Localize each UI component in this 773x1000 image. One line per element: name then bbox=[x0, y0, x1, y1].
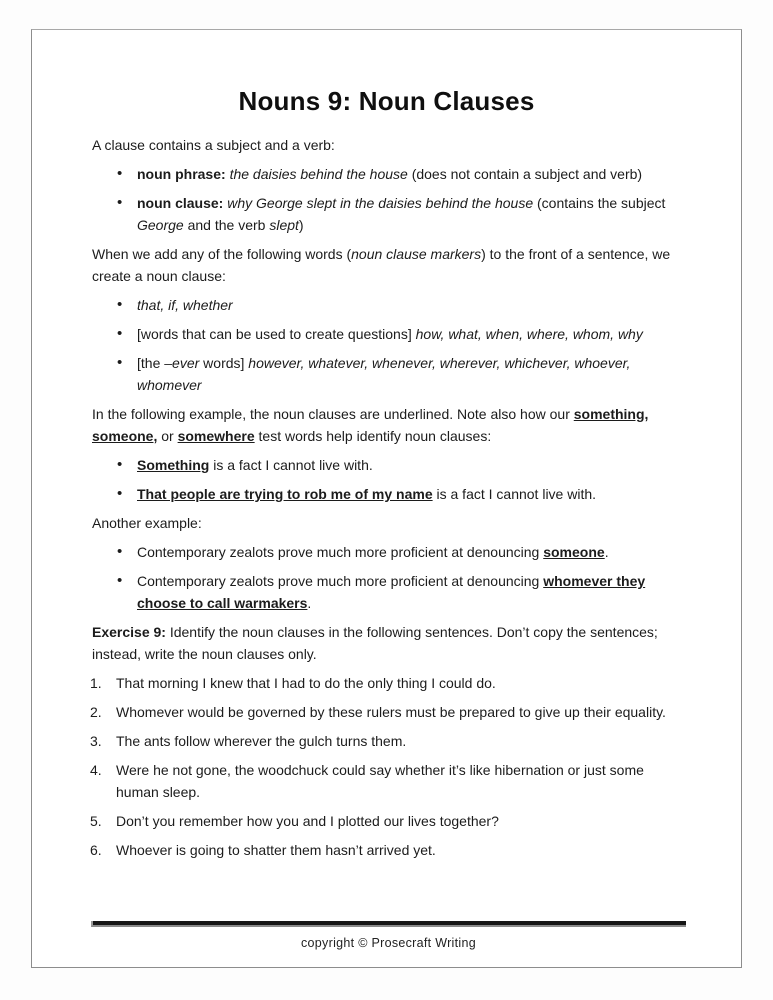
text-run: why George slept in the daisies behind the house bbox=[227, 195, 534, 211]
text-run: The ants follow wherever the gulch turns them. bbox=[116, 733, 407, 749]
text-content bbox=[92, 406, 648, 444]
list-number: 4. bbox=[90, 762, 102, 778]
bullet-icon: • bbox=[117, 296, 123, 313]
bullet-item bbox=[92, 454, 685, 476]
text-content bbox=[92, 624, 658, 662]
text-run: [the bbox=[137, 355, 165, 371]
text-run: someone bbox=[92, 428, 154, 444]
text-run: test words help identify noun clauses: bbox=[254, 428, 492, 444]
text-run: or bbox=[161, 428, 178, 444]
text-content bbox=[137, 355, 630, 393]
text-content bbox=[116, 842, 436, 858]
text-run: Something bbox=[137, 457, 210, 473]
list-number: 1. bbox=[90, 675, 102, 691]
text-run: That morning I knew that I had to do the only thing I could do. bbox=[116, 675, 496, 691]
bullet-item bbox=[92, 163, 685, 185]
text-run: slept bbox=[269, 217, 299, 233]
text-run: [words that can be used to create questions] bbox=[137, 326, 416, 342]
text-run: When we add any of the following words ( bbox=[92, 246, 352, 262]
bullet-item bbox=[92, 294, 685, 316]
document-page bbox=[31, 29, 742, 968]
text-run: Contemporary zealots prove much more proficient at denouncing bbox=[137, 573, 544, 589]
text-run: ) to the front of a sentence, we create a noun clause: bbox=[92, 246, 671, 284]
text-run: noun clause markers bbox=[351, 246, 482, 262]
text-run: In the following example, the noun clauses are underlined. Note also how our bbox=[92, 406, 574, 422]
list-number: 3. bbox=[90, 733, 102, 749]
numbered-item bbox=[92, 672, 685, 694]
text-content bbox=[137, 326, 643, 342]
footer-rule bbox=[91, 921, 686, 927]
text-content bbox=[137, 544, 609, 560]
text-run: . bbox=[604, 544, 609, 560]
bullet-item bbox=[92, 483, 685, 505]
numbered-item bbox=[92, 839, 685, 861]
text-run: and the verb bbox=[183, 217, 270, 233]
list-number: 6. bbox=[90, 842, 102, 858]
text-run: whomever they choose to call warmakers bbox=[137, 573, 646, 611]
paragraph bbox=[92, 512, 685, 534]
text-run: someone bbox=[543, 544, 605, 560]
text-content bbox=[116, 733, 406, 749]
text-run: somewhere bbox=[177, 428, 255, 444]
bullet-icon: • bbox=[117, 485, 123, 502]
text-run: . bbox=[307, 595, 312, 611]
text-run: , bbox=[153, 428, 162, 444]
text-run: Another example: bbox=[92, 515, 202, 531]
bullet-icon: • bbox=[117, 194, 123, 211]
bullet-item bbox=[92, 323, 685, 345]
bullet-icon: • bbox=[117, 572, 123, 589]
list-number: 5. bbox=[90, 813, 102, 829]
text-content bbox=[116, 704, 666, 720]
bullet-item bbox=[92, 541, 685, 563]
text-run: noun clause: bbox=[137, 195, 228, 211]
bullet-icon: • bbox=[117, 543, 123, 560]
text-run: , bbox=[644, 406, 649, 422]
text-run: (does not contain a subject and verb) bbox=[407, 166, 643, 182]
bullet-icon: • bbox=[117, 354, 123, 371]
document-body bbox=[32, 134, 741, 861]
numbered-item bbox=[92, 759, 685, 803]
text-run: –ever bbox=[164, 355, 200, 371]
text-content bbox=[116, 762, 644, 800]
text-run: ) bbox=[298, 217, 304, 233]
text-content bbox=[92, 515, 202, 531]
text-run: noun phrase: bbox=[137, 166, 230, 182]
list-number: 2. bbox=[90, 704, 102, 720]
text-content bbox=[137, 486, 596, 502]
text-run: (contains the subject bbox=[533, 195, 666, 211]
text-run: however, whatever, whenever, wherever, whichever, whoever, whomever bbox=[137, 355, 631, 393]
text-run: Contemporary zealots prove much more proficient at denouncing bbox=[137, 544, 544, 560]
bullet-item bbox=[92, 570, 685, 614]
text-run: something bbox=[573, 406, 645, 422]
text-run: is a fact I cannot live with. bbox=[432, 486, 597, 502]
paragraph bbox=[92, 243, 685, 287]
text-run: is a fact I cannot live with. bbox=[209, 457, 373, 473]
text-run: George bbox=[137, 217, 184, 233]
bullet-icon: • bbox=[117, 165, 123, 182]
text-run: Whomever would be governed by these rulers must be prepared to give up their equality. bbox=[116, 704, 666, 720]
text-run: Don’t you remember how you and I plotted our lives together? bbox=[116, 813, 499, 829]
numbered-item bbox=[92, 701, 685, 723]
numbered-item bbox=[92, 810, 685, 832]
text-content bbox=[137, 195, 665, 233]
paragraph bbox=[92, 621, 685, 665]
bullet-item bbox=[92, 192, 685, 236]
text-run: That people are trying to rob me of my name bbox=[137, 486, 433, 502]
text-run: A clause contains a subject and a verb: bbox=[92, 137, 335, 153]
text-content bbox=[137, 573, 645, 611]
text-content bbox=[116, 813, 499, 829]
text-content bbox=[137, 166, 642, 182]
text-content bbox=[137, 297, 233, 313]
text-run: Identify the noun clauses in the following sentences. Don’t copy the sentences; instead, write the noun clauses only. bbox=[92, 624, 658, 662]
text-run: Were he not gone, the woodchuck could say whether it’s like hibernation or just some human sleep. bbox=[116, 762, 644, 800]
paragraph bbox=[92, 403, 685, 447]
text-run: that, if, whether bbox=[137, 297, 233, 313]
text-content bbox=[116, 675, 496, 691]
text-run: words] bbox=[199, 355, 249, 371]
text-content bbox=[92, 137, 335, 153]
page-title: Nouns 9: Noun Clauses bbox=[238, 86, 535, 116]
paragraph bbox=[92, 134, 685, 156]
text-run: how, what, when, where, whom, why bbox=[415, 326, 643, 342]
text-run: the daisies behind the house bbox=[229, 166, 408, 182]
text-content bbox=[92, 246, 670, 284]
text-content bbox=[137, 457, 373, 473]
numbered-item bbox=[92, 730, 685, 752]
text-run: Whoever is going to shatter them hasn’t arrived yet. bbox=[116, 842, 436, 858]
copyright-text: copyright © Prosecraft Writing bbox=[301, 936, 476, 950]
bullet-item bbox=[92, 352, 685, 396]
bullet-icon: • bbox=[117, 456, 123, 473]
text-run: Exercise 9: bbox=[92, 624, 166, 640]
page-footer bbox=[91, 921, 686, 950]
bullet-icon: • bbox=[117, 325, 123, 342]
